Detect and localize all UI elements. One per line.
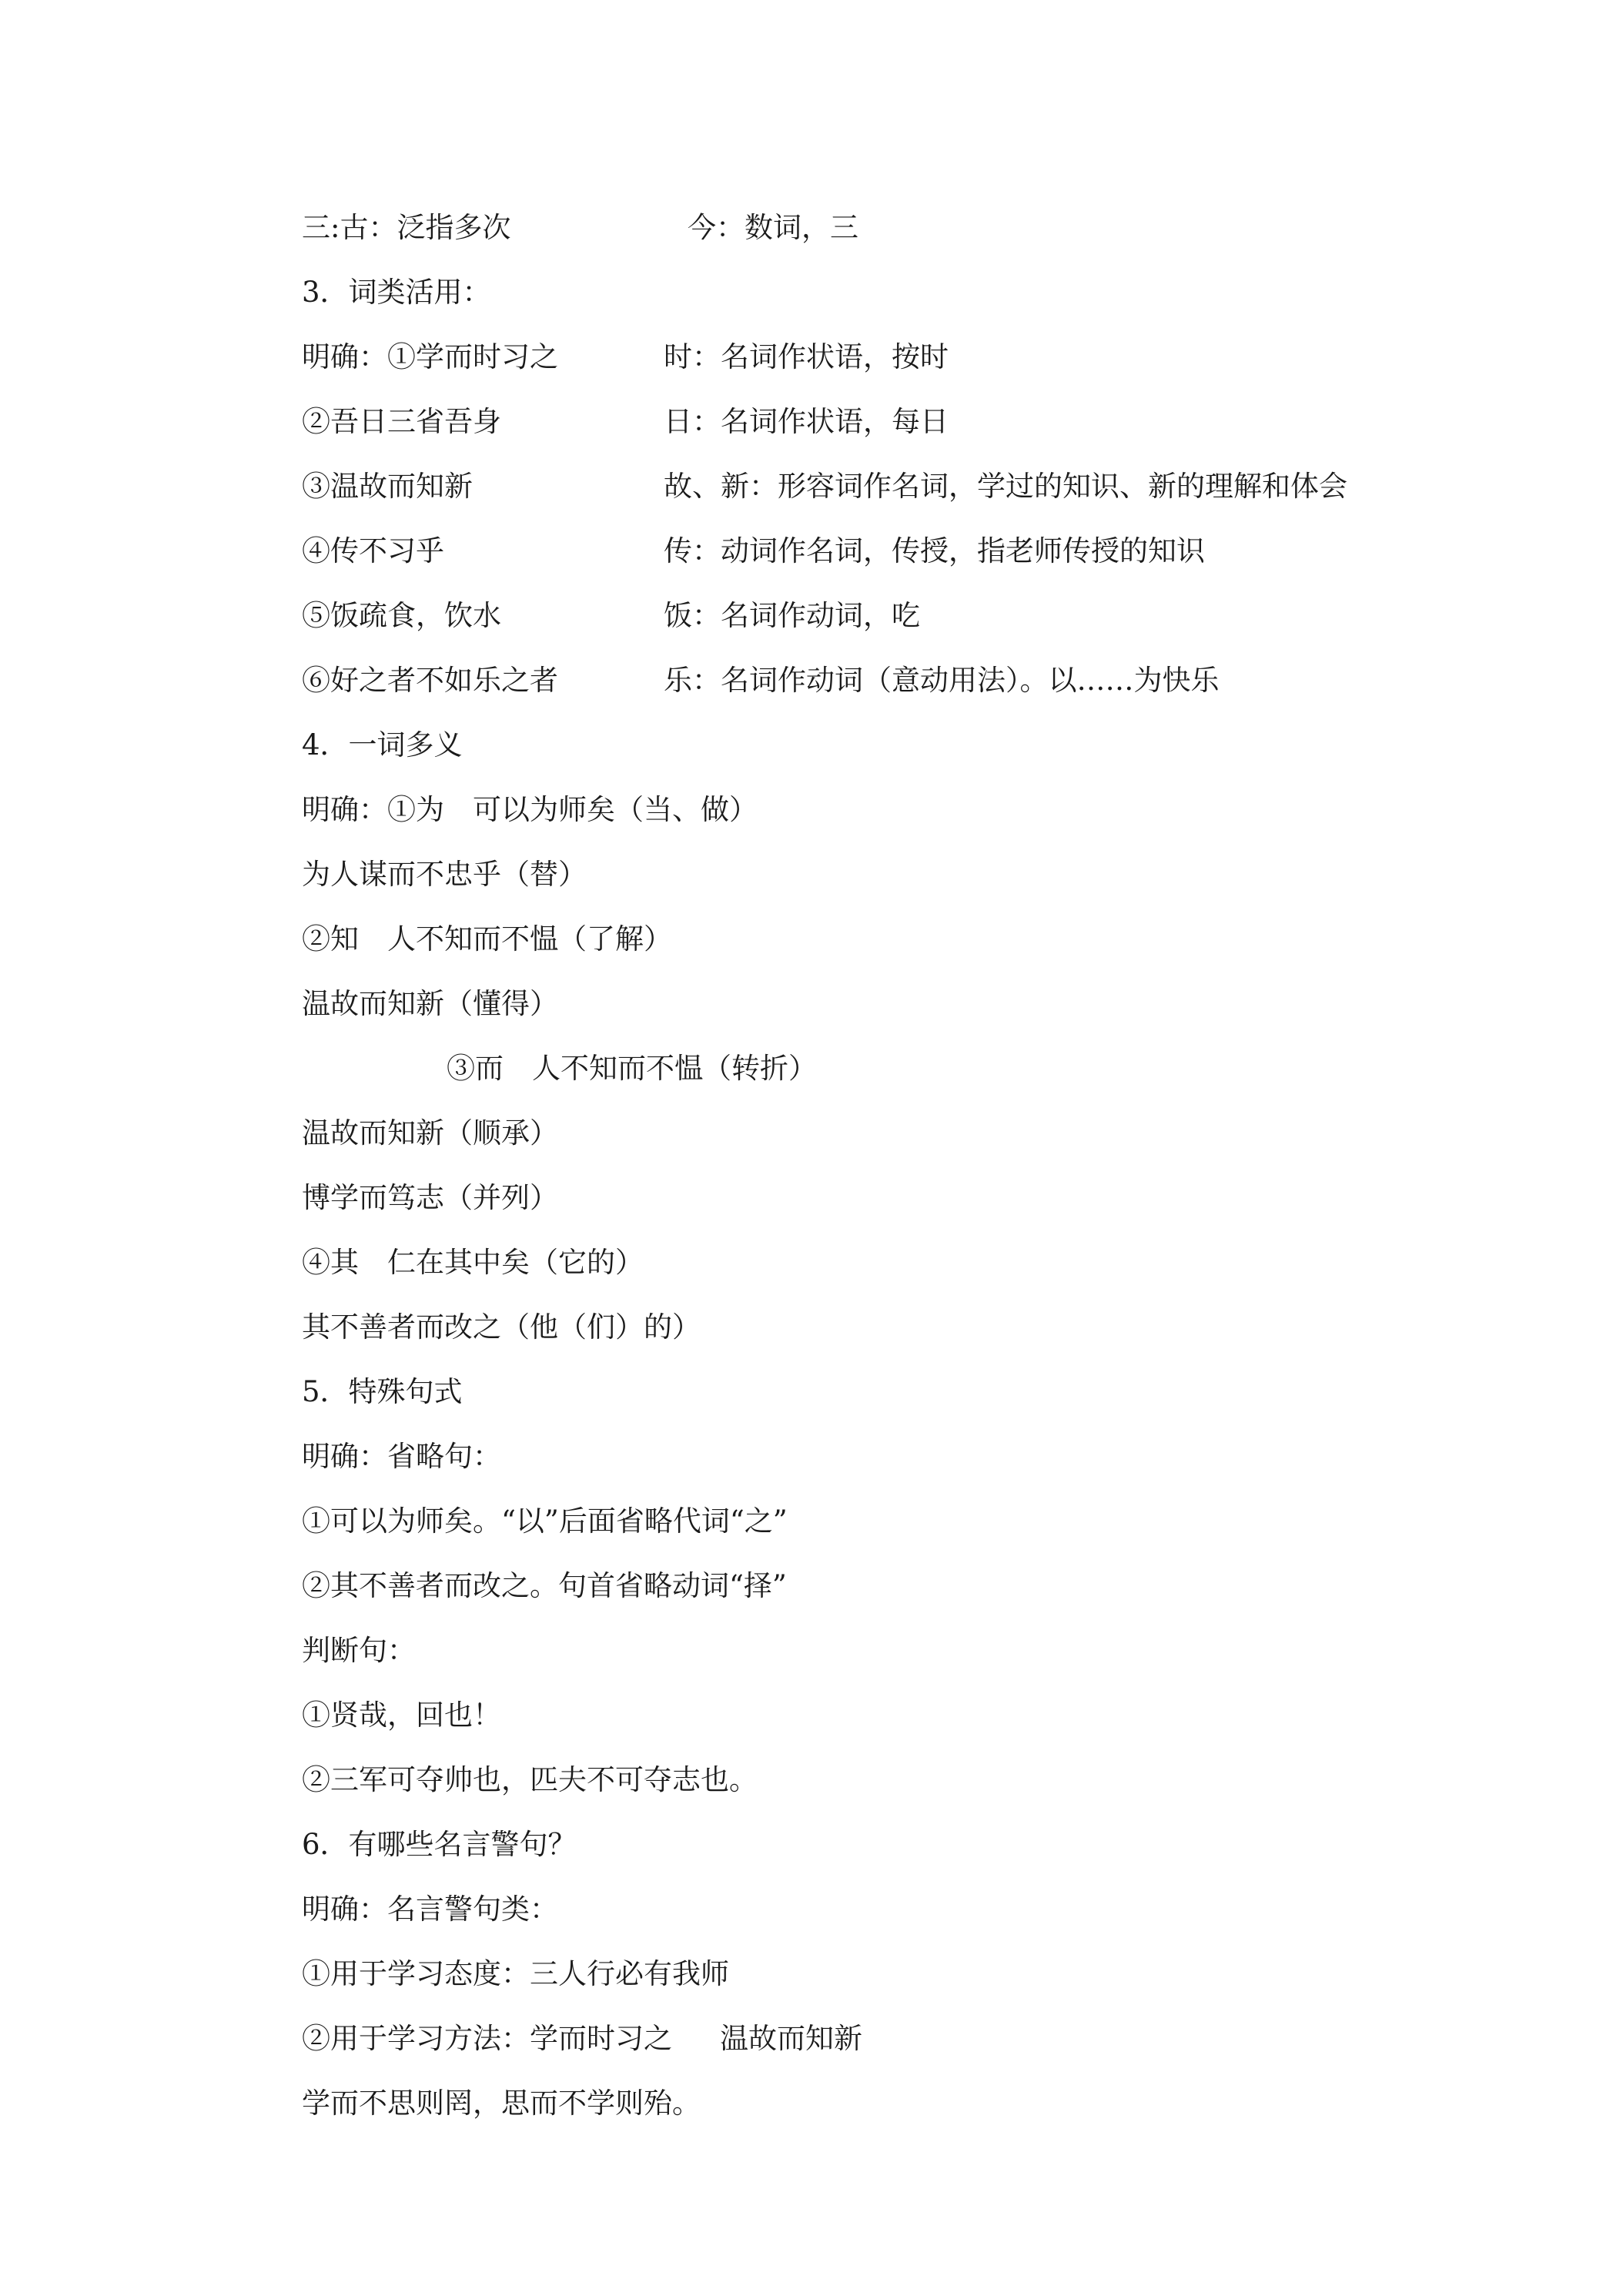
section-6-line-3: ②用于学习方法：学而时习之 bbox=[302, 2022, 672, 2055]
section-4-line-3: ②知 人不知而不愠（了解） bbox=[302, 922, 672, 956]
section-3-item-1-left: 明确：①学而时习之 bbox=[302, 340, 558, 373]
section-5-heading: 5．特殊句式 bbox=[302, 1375, 463, 1408]
section-5-line-4: 判断句： bbox=[302, 1634, 416, 1667]
section-3-item-4-left: ④传不习乎 bbox=[302, 534, 444, 567]
section-3-heading: 3．词类活用： bbox=[302, 276, 491, 309]
section-4-line-4: 温故而知新（懂得） bbox=[302, 987, 558, 1020]
section-3-item-5-left: ⑤饭疏食，饮水 bbox=[302, 599, 501, 632]
section-4-line-6: 温故而知新（顺承） bbox=[302, 1116, 558, 1150]
section-5-line-3: ②其不善者而改之。句首省略动词“择” bbox=[302, 1569, 787, 1602]
section-3-item-5-right: 饭：名词作动词，吃 bbox=[664, 599, 920, 632]
section-3-item-6-left: ⑥好之者不如乐之者 bbox=[302, 664, 558, 697]
section-4-heading: 4．一词多义 bbox=[302, 728, 463, 761]
section-5-line-5: ①贤哉，回也！ bbox=[302, 1699, 501, 1732]
term-san-ancient: 三:古：泛指多次 bbox=[302, 211, 511, 244]
section-6-line-3-extra: 温故而知新 bbox=[720, 2022, 862, 2055]
section-3-item-3-right: 故、新：形容词作名词，学过的知识、新的理解和体会 bbox=[664, 470, 1347, 503]
section-5-line-2: ①可以为师矣。“以”后面省略代词“之” bbox=[302, 1504, 788, 1538]
section-3-item-1-right: 时：名词作状语，按时 bbox=[664, 340, 949, 373]
section-3-item-2-right: 日：名词作状语，每日 bbox=[664, 405, 949, 438]
section-5-line-1: 明确：省略句： bbox=[302, 1440, 501, 1473]
section-4-line-7: 博学而笃志（并列） bbox=[302, 1181, 558, 1214]
section-3-item-4-right: 传：动词作名词，传授，指老师传授的知识 bbox=[664, 534, 1205, 567]
term-san-modern: 今：数词，三 bbox=[688, 211, 858, 244]
section-6-line-1: 明确：名言警句类： bbox=[302, 1893, 558, 1926]
section-3-item-2-left: ②吾日三省吾身 bbox=[302, 405, 501, 438]
section-4-line-5: ③而 人不知而不愠（转折） bbox=[447, 1052, 817, 1085]
section-4-line-8: ④其 仁在其中矣（它的） bbox=[302, 1246, 644, 1279]
section-3-item-3-left: ③温故而知新 bbox=[302, 470, 473, 503]
section-5-line-6: ②三军可夺帅也，匹夫不可夺志也。 bbox=[302, 1763, 758, 1796]
section-4-line-1: 明确：①为 可以为师矣（当、做） bbox=[302, 793, 758, 826]
section-4-line-2: 为人谋而不忠乎（替） bbox=[302, 858, 587, 891]
section-6-line-4: 学而不思则罔，思而不学则殆。 bbox=[302, 2087, 701, 2120]
section-6-heading: 6．有哪些名言警句？ bbox=[302, 1828, 577, 1861]
section-6-line-2: ①用于学习态度：三人行必有我师 bbox=[302, 1957, 729, 1990]
section-4-line-9: 其不善者而改之（他（们）的） bbox=[302, 1310, 701, 1344]
section-3-item-6-right: 乐：名词作动词（意动用法）。以……为快乐 bbox=[664, 664, 1220, 697]
